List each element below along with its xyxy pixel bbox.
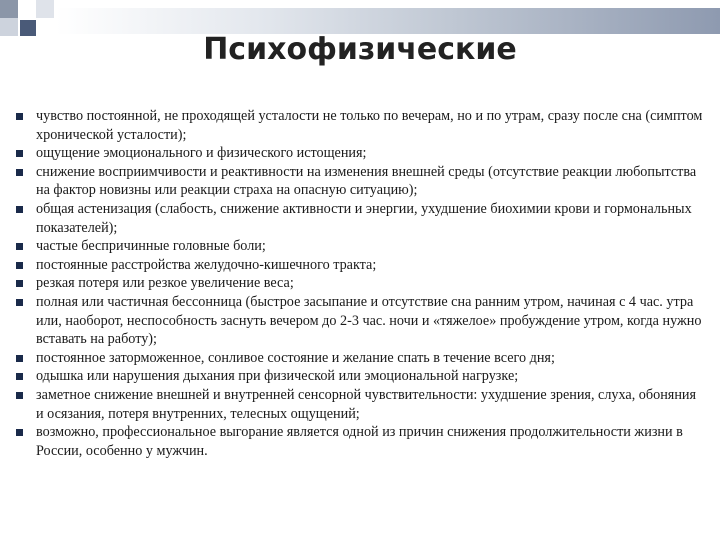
square-bullet-icon xyxy=(16,373,23,380)
square-bullet-icon xyxy=(16,280,23,287)
slide-title: Психофизические xyxy=(203,32,517,67)
list-item xyxy=(16,386,706,423)
list-item-text: снижение восприимчивости и реактивности на изменения внешней среды (отсутствие реакции любопытства на фактор новизны или реакции страха на опасную ситуацию); xyxy=(36,163,697,199)
list-item xyxy=(16,107,706,144)
list-item xyxy=(16,274,706,293)
list-item xyxy=(16,293,706,349)
square-bullet-icon xyxy=(16,150,23,157)
list-item-text: частые беспричинные головные боли; xyxy=(36,238,266,255)
square-bullet-icon xyxy=(16,355,23,362)
list-item xyxy=(16,237,706,256)
list-item xyxy=(16,163,706,200)
square-bullet-icon xyxy=(16,262,23,269)
square-bullet-icon xyxy=(16,243,23,250)
list-item xyxy=(16,349,706,368)
list-item-text: общая астенизация (слабость, снижение активности и энергии, ухудшение биохимии крови и гормональных показателей); xyxy=(36,200,692,236)
list-item xyxy=(16,423,706,460)
header-gradient-bar xyxy=(56,8,720,34)
list-item-text: возможно, профессиональное выгорание является одной из причин снижения продолжительности жизни в России, особенно у мужчин. xyxy=(36,424,683,459)
list-item xyxy=(16,256,706,275)
square-bullet-icon xyxy=(16,169,23,176)
square-bullet-icon xyxy=(16,299,23,306)
square-bullet-icon xyxy=(16,113,23,120)
decor-square xyxy=(36,0,54,18)
list-item-text: одышка или нарушения дыхания при физической или эмоциональной нагрузке; xyxy=(36,368,519,385)
bullet-list xyxy=(16,107,706,460)
square-bullet-icon xyxy=(16,429,23,436)
list-item xyxy=(16,200,706,237)
list-item-text: ощущение эмоционального и физического истощения; xyxy=(36,145,367,162)
square-bullet-icon xyxy=(16,392,23,399)
list-item xyxy=(16,144,706,163)
list-item-text: полная или частичная бессонница (быстрое засыпание и отсутствие сна ранним утром, начиная с 4 час. утра или, наоборот, неспособность заснуть вечером до 2-3 час. ночи и «тяжелое» пробуждение утром, когда нужно вставать на работу); xyxy=(36,293,702,348)
list-item-text: постоянные расстройства желудочно-кишечного тракта; xyxy=(36,256,377,273)
list-item-text: чувство постоянной, не проходящей усталости не только по вечерам, но и по утрам, сразу после сна (симптом хронической усталости); xyxy=(36,108,703,143)
list-item-text: резкая потеря или резкое увеличение веса; xyxy=(36,275,294,292)
list-item-text: заметное снижение внешней и внутренней сенсорной чувствительности: ухудшение зрения, слуха, обоняния и осязания, потеря внутренних, телесных ощущений; xyxy=(36,386,697,422)
list-item-text: постоянное заторможенное, сонливое состояние и желание спать в течение всего дня; xyxy=(36,349,555,366)
list-item xyxy=(16,367,706,386)
decor-square xyxy=(0,0,18,18)
square-bullet-icon xyxy=(16,206,23,213)
